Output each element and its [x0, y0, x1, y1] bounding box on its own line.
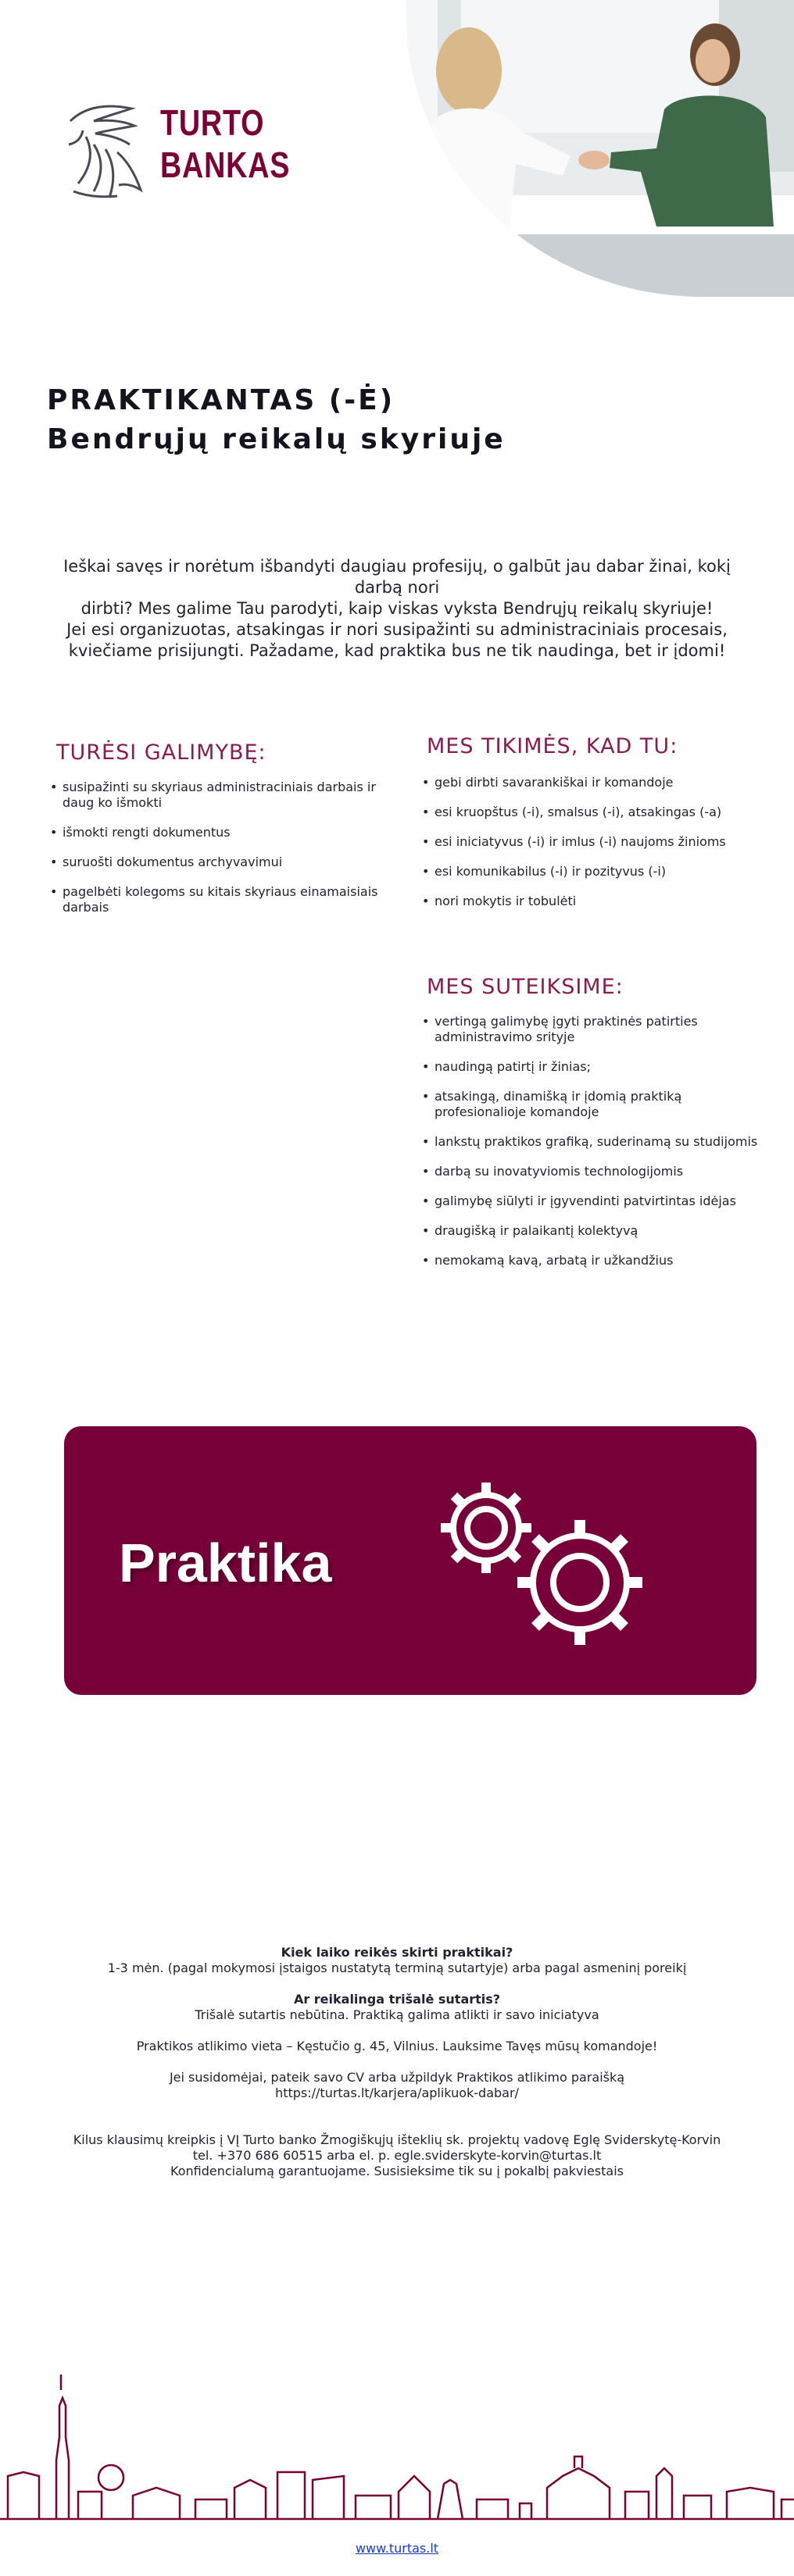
expectations-heading: MES TIKIMĖS, KAD TU:: [427, 734, 678, 758]
list-item: • esi kruopštus (-i), smalsus (-i), atsakingas (-a): [420, 805, 764, 820]
list-item: • gebi dirbti savarankiškai ir komandoje: [420, 775, 764, 790]
list-item: • esi iniciatyvus (-i) ir imlus (-i) naujoms žinioms: [420, 834, 764, 850]
question: Kiek laiko reikės skirti praktikai?: [281, 1945, 513, 1960]
praktika-banner: [64, 1426, 756, 1695]
apply-url[interactable]: https://turtas.lt/karjera/aplikuok-dabar/: [275, 2085, 519, 2100]
header-photo: [406, 0, 794, 297]
intro-text: [47, 556, 747, 662]
opportunities-list: [48, 780, 400, 929]
info-section: [47, 1945, 747, 2179]
list-item: • susipažinti su skyriaus administraciniais darbais ir daug ko išmokti: [48, 780, 400, 811]
list-item: • esi komunikabilus (-i) ir pozityvus (-i): [420, 864, 764, 879]
list-item: • išmokti rengti dokumentus: [48, 825, 400, 840]
list-item: • suruošti dokumentus archyvavimui: [48, 855, 400, 870]
intro-line: Jei esi organizuotas, atsakingas ir nori susipažinti su administraciniais procesais,: [66, 620, 728, 639]
logo-line1: TURTO: [160, 102, 265, 143]
vilnius-skyline-icon: [0, 2343, 794, 2523]
offer-heading: MES SUTEIKSIME:: [427, 975, 624, 999]
banner-text: Praktika: [119, 1532, 332, 1593]
intro-line: kviečiame prisijungti. Pažadame, kad praktika bus ne tik naudinga, bet ir įdomi!: [68, 641, 726, 660]
list-item: • lankstų praktikos grafiką, suderinamą su studijomis: [420, 1134, 764, 1150]
offer-list: [420, 1014, 764, 1283]
header: [0, 0, 794, 312]
list-item: • pagelbėti kolegoms su kitais skyriaus einamaisiais darbais: [48, 884, 400, 915]
list-item: • naudingą patirtį ir žinias;: [420, 1059, 764, 1075]
opportunities-heading: TURĖSI GALIMYBĘ:: [56, 740, 266, 765]
list-item: • nori mokytis ir tobulėti: [420, 894, 764, 909]
answer: Trišalė sutartis nebūtina. Praktiką galima atlikti ir savo iniciatyva: [195, 2007, 599, 2022]
expectations-list: [420, 775, 764, 923]
title-line2: Bendrųjų reikalų skyriuje: [47, 423, 506, 455]
page-title: [47, 381, 506, 459]
list-item: • draugišką ir palaikantį kolektyvą: [420, 1223, 764, 1239]
list-item: • nemokamą kavą, arbatą ir užkandžius: [420, 1253, 764, 1268]
list-item: • darbą su inovatyviomis technologijomis: [420, 1164, 764, 1179]
contact-text: Kilus klausimų kreipkis į VĮ Turto banko Žmogiškųjų išteklių sk. projektų vadovę Eglę Sviderskytę-Korvin: [73, 2132, 721, 2147]
griffin-icon: [63, 98, 156, 207]
list-item: • atsakingą, dinamišką ir įdomią praktiką profesionalioje komandoje: [420, 1089, 764, 1120]
footer-website-link[interactable]: www.turtas.lt: [355, 2541, 439, 2556]
gears-icon: [431, 1473, 666, 1661]
question: Ar reikalinga trišalė sutartis?: [293, 1992, 501, 2007]
intro-line: dirbti? Mes galime Tau parodyti, kaip viskas vyksta Bendrųjų reikalų skyriuje!: [80, 599, 714, 618]
intro-line: Ieškai savęs ir norėtum išbandyti daugiau profesijų, o galbūt jau dabar žinai, kokį darbą nori: [63, 557, 731, 597]
contact-text: tel. +370 686 60515 arba el. p. egle.sviderskyte-korvin@turtas.lt: [192, 2148, 602, 2163]
apply-text: Jei susidomėjai, pateik savo CV arba užpildyk Praktikos atlikimo paraišką: [169, 2070, 625, 2085]
list-item: • galimybę siūlyti ir įgyvendinti patvirtintas idėjas: [420, 1193, 764, 1209]
location-text: Praktikos atlikimo vieta – Kęstučio g. 45, Vilnius. Lauksime Tavęs mūsų komandoje!: [136, 2039, 658, 2053]
logo-text: [160, 102, 290, 186]
list-item: • vertingą galimybę įgyti praktinės patirties administravimo srityje: [420, 1014, 764, 1045]
title-line1: PRAKTIKANTAS (-Ė): [47, 384, 395, 416]
answer: 1-3 mėn. (pagal mokymosi įstaigos nustatytą terminą sutartyje) arba pagal asmeninį poreikį: [107, 1961, 687, 1975]
contact-text: Konfidencialumą garantuojame. Susisieksime tik su į pokalbį pakviestais: [170, 2164, 624, 2178]
logo-line2: BANKAS: [160, 144, 291, 185]
